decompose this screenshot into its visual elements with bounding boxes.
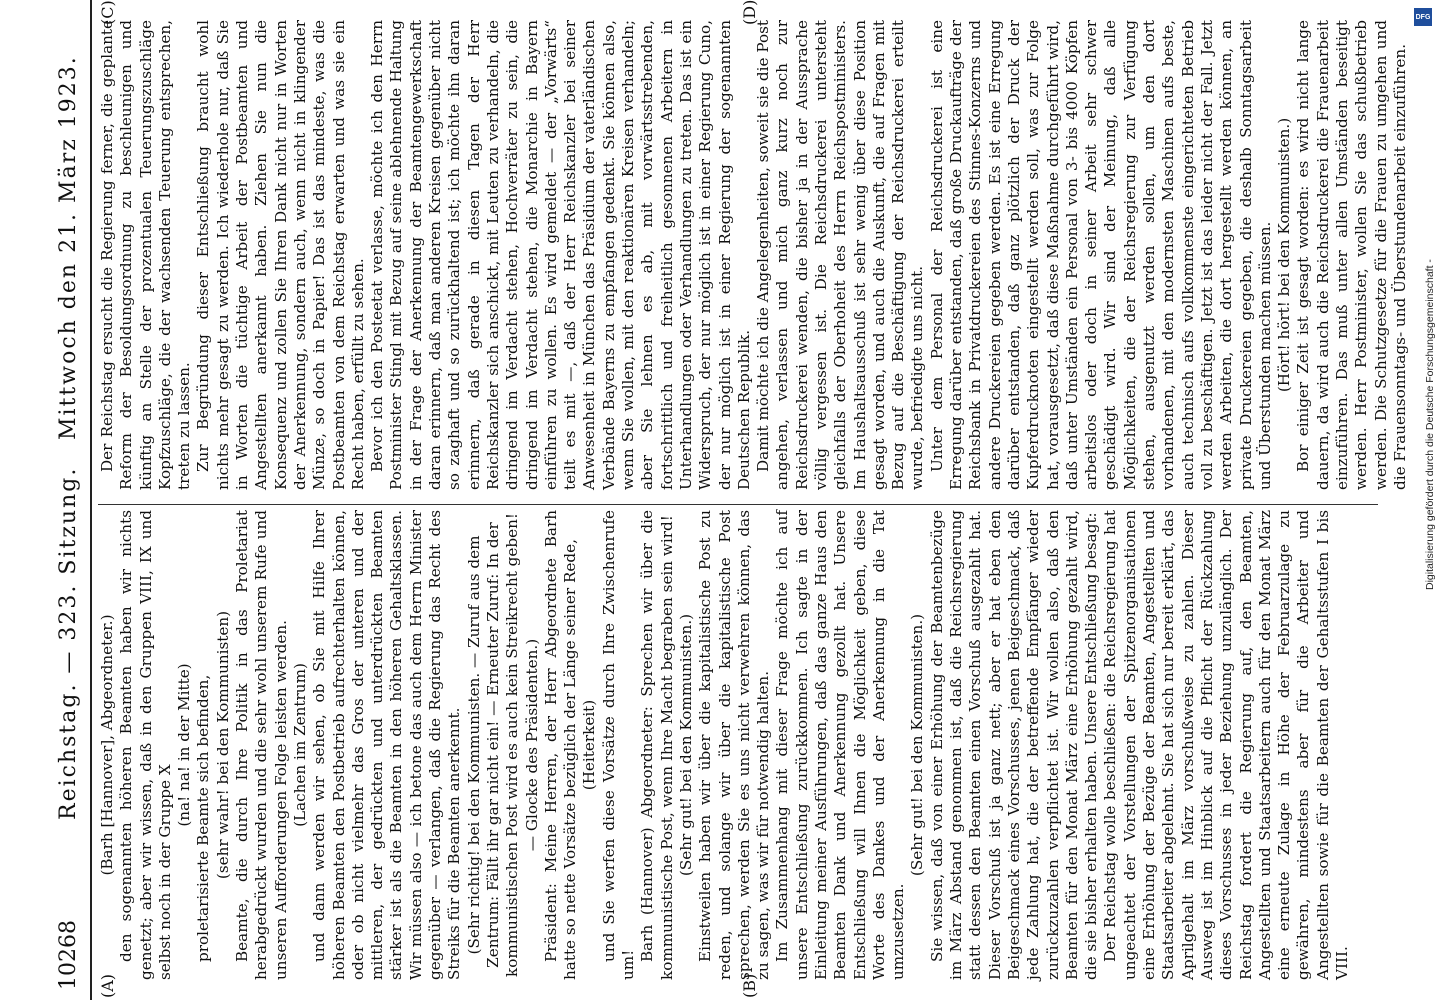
session-title: Reichstag. — 323. Sitzung.	[56, 466, 81, 820]
right-column	[98, 20, 1409, 490]
left-column	[98, 510, 1378, 980]
paragraph: (Sehr gut! bei den Kommunisten.)	[676, 613, 695, 877]
column-divider	[98, 504, 1378, 505]
paragraph: Barh (Hannover) Abgeordneter: Sprechen wir über die kommunistische Post, wenn Ihre Macht begraben sein wird!	[638, 510, 676, 980]
paragraph: (Sehr richtig! bei den Kommunisten. — Zuruf aus dem Zentrum: Fällt ihr gar nicht ein! — Erneuter Zuruf: In der kommunistischen Post wird es auch kein Streikrecht geben! — Glocke des Präsidenten.)	[464, 513, 541, 977]
paragraph: proletarisierte Beamte sich befinden,	[194, 674, 213, 962]
paragraph: (Sehr gut! bei den Kommunisten.)	[908, 613, 927, 877]
page-header	[50, 0, 90, 1000]
paragraph: (sehr wahr! bei den Kommunisten)	[213, 610, 232, 880]
document-page	[50, 0, 1409, 1000]
paragraph: Damit möchte ich die Angelegenheiten, soweit sie die Post angehen, verlassen und mich ganz kurz noch zur Reichsdruckerei wenden, die bisher ja in der Aussprache völlig vergessen ist. Die Reichsdruckerei untersteht gleichfalls der Oberhoheit des Herrn Reichspostministers. Im Haushaltsausschuß ist sehr wenig über diese Position gesagt worden, und auch die Auskunft, die auf Fragen mit Bezug auf die Beschäftigung der Reichsdruckerei erteilt wurde, befriedigte uns nicht.	[754, 20, 927, 490]
paragraph: Beamte, die durch Ihre Politik in das Proletariat herabgedrückt wurden und die sehr wohl unserem Rufe und unseren Aufforderungen Folge leisten werden.	[233, 510, 290, 980]
paragraph: (Barh [Hannover], Abgeordneter.)	[98, 614, 116, 876]
paragraph: Sie wissen, daß von einer Erhöhung der Beamtenbezüge im März Abstand genommen ist, daß die Reichsregierung statt dessen den Beamten einen Vorschuß ausgezahlt hat. Dieser Vorschuß ist ja ganz nett; aber er hat eben den Beigeschmack eines Vorschusses, jenen Beigeschmack, daß jede Zahlung hat, die der betreffende Empfänger wieder zurückzuzahlen verpflichtet ist. Wir wollen also, daß den Beamten für den Monat März eine Erhöhung gezahlt wird, die sie bisher erhalten haben. Unsere Entschließung besagt:	[927, 510, 1101, 980]
paragraph: und dann werden wir sehen, ob Sie mit Hilfe Ihrer höheren Beamten den Postbetrieb aufrechterhalten können, oder ob nicht vielmehr das Gros der unteren und der mittleren, der gedrückten und unterdrückten Beamten stärker ist als die Beamten in den höheren Gehaltsklassen. Wir müssen also — ich betone das auch dem Herrn Minister gegenüber — verlangen, daß die Regierung das Recht des Streiks für die Beamten anerkennt.	[310, 510, 464, 980]
dfg-badge: DFG	[1414, 8, 1432, 26]
paragraph: Im Zusammenhang mit dieser Frage möchte ich auf unsere Entschließung zurückkommen. Ich sagte in der Einleitung meiner Ausführungen, daß das ganze Haus den Beamten Dank und Anerkennung gezollt hat. Unsere Entschließung will Ihnen die Möglichkeit geben, diese Worte des Dankes und der Anerkennung in die Tat umzusetzen.	[773, 510, 908, 980]
paragraph: Unter dem Personal der Reichsdruckerei ist eine Erregung darüber entstanden, daß große Druckaufträge der Reichsbank in Privatdruckereien des Stinnes-Konzerns und andere Druckereien gegeben werden. Es ist eine Erregung darüber entstanden, daß ganz plötzlich der Druck der Kupferdrucknoten eingestellt werden soll, was zur Folge hat, vorausgesetzt, daß diese Maßnahme durchgeführt wird, daß unter Umständen ein Personal von 3- bis 4000 Köpfen arbeitslos oder doch in seiner Arbeit sehr schwer geschädigt wird. Wir sind der Meinung, daß alle Möglichkeiten, die der Reichsregierung zur Verfügung stehen, ausgenutzt werden sollen, um den dort vorhandenen, mit den modernsten Maschinen aufs beste, auch technisch aufs vollkommenste eingerichteten Betrieb voll zu beschäftigen. Jetzt ist das leider nicht der Fall. Jetzt werden Arbeiten, die dort hergestellt werden können, an private Druckereien gegeben, die deshalb Sonntagsarbeit und Überstunden machen müssen.	[927, 20, 1274, 490]
margin-marker-d: (D)	[740, 0, 759, 25]
paragraph: Bor einiger Zeit ist gesagt worden: es wird nicht lange dauern, da wird auch die Reichsdruckerei die Frauenarbeit einzuführen. Das muß unter allen Umständen beseitigt werden. Herr Postminister, wollen Sie das schußbetrieb werden. Die Schutzgesetze für die Frauen zu umgehen und die Frauensonntags- und Überstundenarbeit einzuführen.	[1294, 20, 1409, 490]
paragraph: (Heiterkeit)	[580, 699, 599, 791]
paragraph: Der Reichstag wolle beschließen: die Reichsregierung hat ungeachtet der Vorstellungen der Spitzenorganisationen eine Erhöhung der Bezüge der Beamten, Angestellten und Staatsarbeiter abgelehnt. Sie hat sich nur bereit erklärt, das Aprilgehalt im März vorschußweise zu zahlen. Dieser Ausweg ist im Hinblick auf die Pflicht der Rückzahlung dieses Vorschusses in jeder Beziehung unzulänglich. Der Reichstag fordert die Regierung auf, den Beamten, Angestellten und Staatsarbeitern auch für den Monat März eine erneute Zulage in Höhe der Februarzulage zu gewähren, mindestens aber für die Arbeiter und Angestellten sowie für die Beamten der Gehaltsstufen I bis VIII.	[1101, 510, 1351, 980]
paragraph: Zur Begründung dieser Entschließung braucht wohl nichts mehr gesagt zu werden. Ich wiederhole nur, daß Sie in Worten die tüchtige Arbeit der Postbeamten und Angestellten anerkannt haben. Ziehen Sie nun die Konsequenz und zollen Sie Ihren Dank nicht nur in Worten der Anerkennung, sondern auch, wenn nicht in klingender Münze, so doch in Papier! Das ist das mindeste, was die Postbeamten von dem Reichstag erwarten und was sie ein Recht haben, erfüllt zu sehen.	[194, 20, 367, 490]
credit-text: Digitalisierung gefördert durch die Deutsche Forschungsgemeinschaft -	[1424, 259, 1436, 590]
header-rule	[90, 0, 92, 1000]
paragraph: den sogenannten höheren Beamten haben wir nichts genetzt; aber wir wissen, daß in den Gruppen VIII, IX und selbst noch in der Gruppe X	[117, 510, 174, 980]
session-date: Mittwoch den 21. März 1923.	[56, 55, 81, 440]
margin-marker-a: (A)	[98, 973, 117, 998]
paragraph: Präsident: Meine Herren, der Herr Abgeordnete Barh hatte so nette Vorsätze bezüglich der Länge seiner Rede,	[541, 510, 580, 980]
paragraph: Einstweilen haben wir über die kapitalistische Post zu reden, und solange wir über die kapitalistische Post sprechen, werden Sie es uns nicht verwehren können, das zu sagen, was wir für notwendig halten.	[696, 510, 773, 980]
paragraph: (Lachen im Zentrum)	[290, 663, 309, 827]
digitization-credit	[1410, 10, 1436, 1000]
paragraph: und Sie werfen diese Vorsätze durch Ihre Zwischenrufe um!	[599, 510, 638, 980]
paragraph: (na! na! in der Mitte)	[175, 663, 194, 827]
margin-marker-c: (C)	[98, 0, 117, 25]
paragraph: Der Reichstag ersucht die Regierung ferner, die geplante Reform der Besoldungsordnung zu beschleunigen und künftig an Stelle der prozentualen Teuerungszuschläge Kopfzuschläge, die der wachsenden Teuerung entsprechen, treten zu lassen.	[98, 20, 194, 490]
page-number: 10268	[56, 920, 81, 990]
paragraph: Bevor ich den Posteetat verlasse, möchte ich den Herrn Postminister Stingl mit Bezug auf seine ablehnende Haltung in der Frage der Anerkennung der Beamtengewerkschaft daran erinnern, daß man anderen Kreisen gegenüber nicht so zaghaft und so zurückhaltend ist; ich möchte ihn daran erinnern, daß gerade in diesen Tagen der Herr Reichskanzler sich anschickt, mit Leuten zu verhandeln, die dringend im Verdacht stehen, Hochverräter zu sein, die dringend im Verdacht stehen, die Monarchie in Bayern einführen zu wollen. Es wird gemeldet — der „Vorwärts“ teilt es mit —, daß der Herr Reichskanzler bei seiner Anwesenheit in München das Präsidium der vaterländischen Verbände Bayerns zu empfangen gedenkt. Sie können also, wenn Sie wollen, mit den reaktionären Kreisen verhandeln; aber Sie lehnen es ab, mit vorwärtsstrebenden, fortschrittlich und freiheitlich gesonnenen Arbeitern in Unterhandlungen oder Verhandlungen zu treten. Das ist ein Widerspruch, der nur möglich ist in einer Regierung Cuno, der nur möglich ist in einer Regierung der sogenannten Deutschen Republik.	[368, 20, 753, 490]
margin-marker-b: (B)	[740, 973, 759, 998]
paragraph: (Hört! hört! bei den Kommunisten.)	[1275, 117, 1294, 393]
